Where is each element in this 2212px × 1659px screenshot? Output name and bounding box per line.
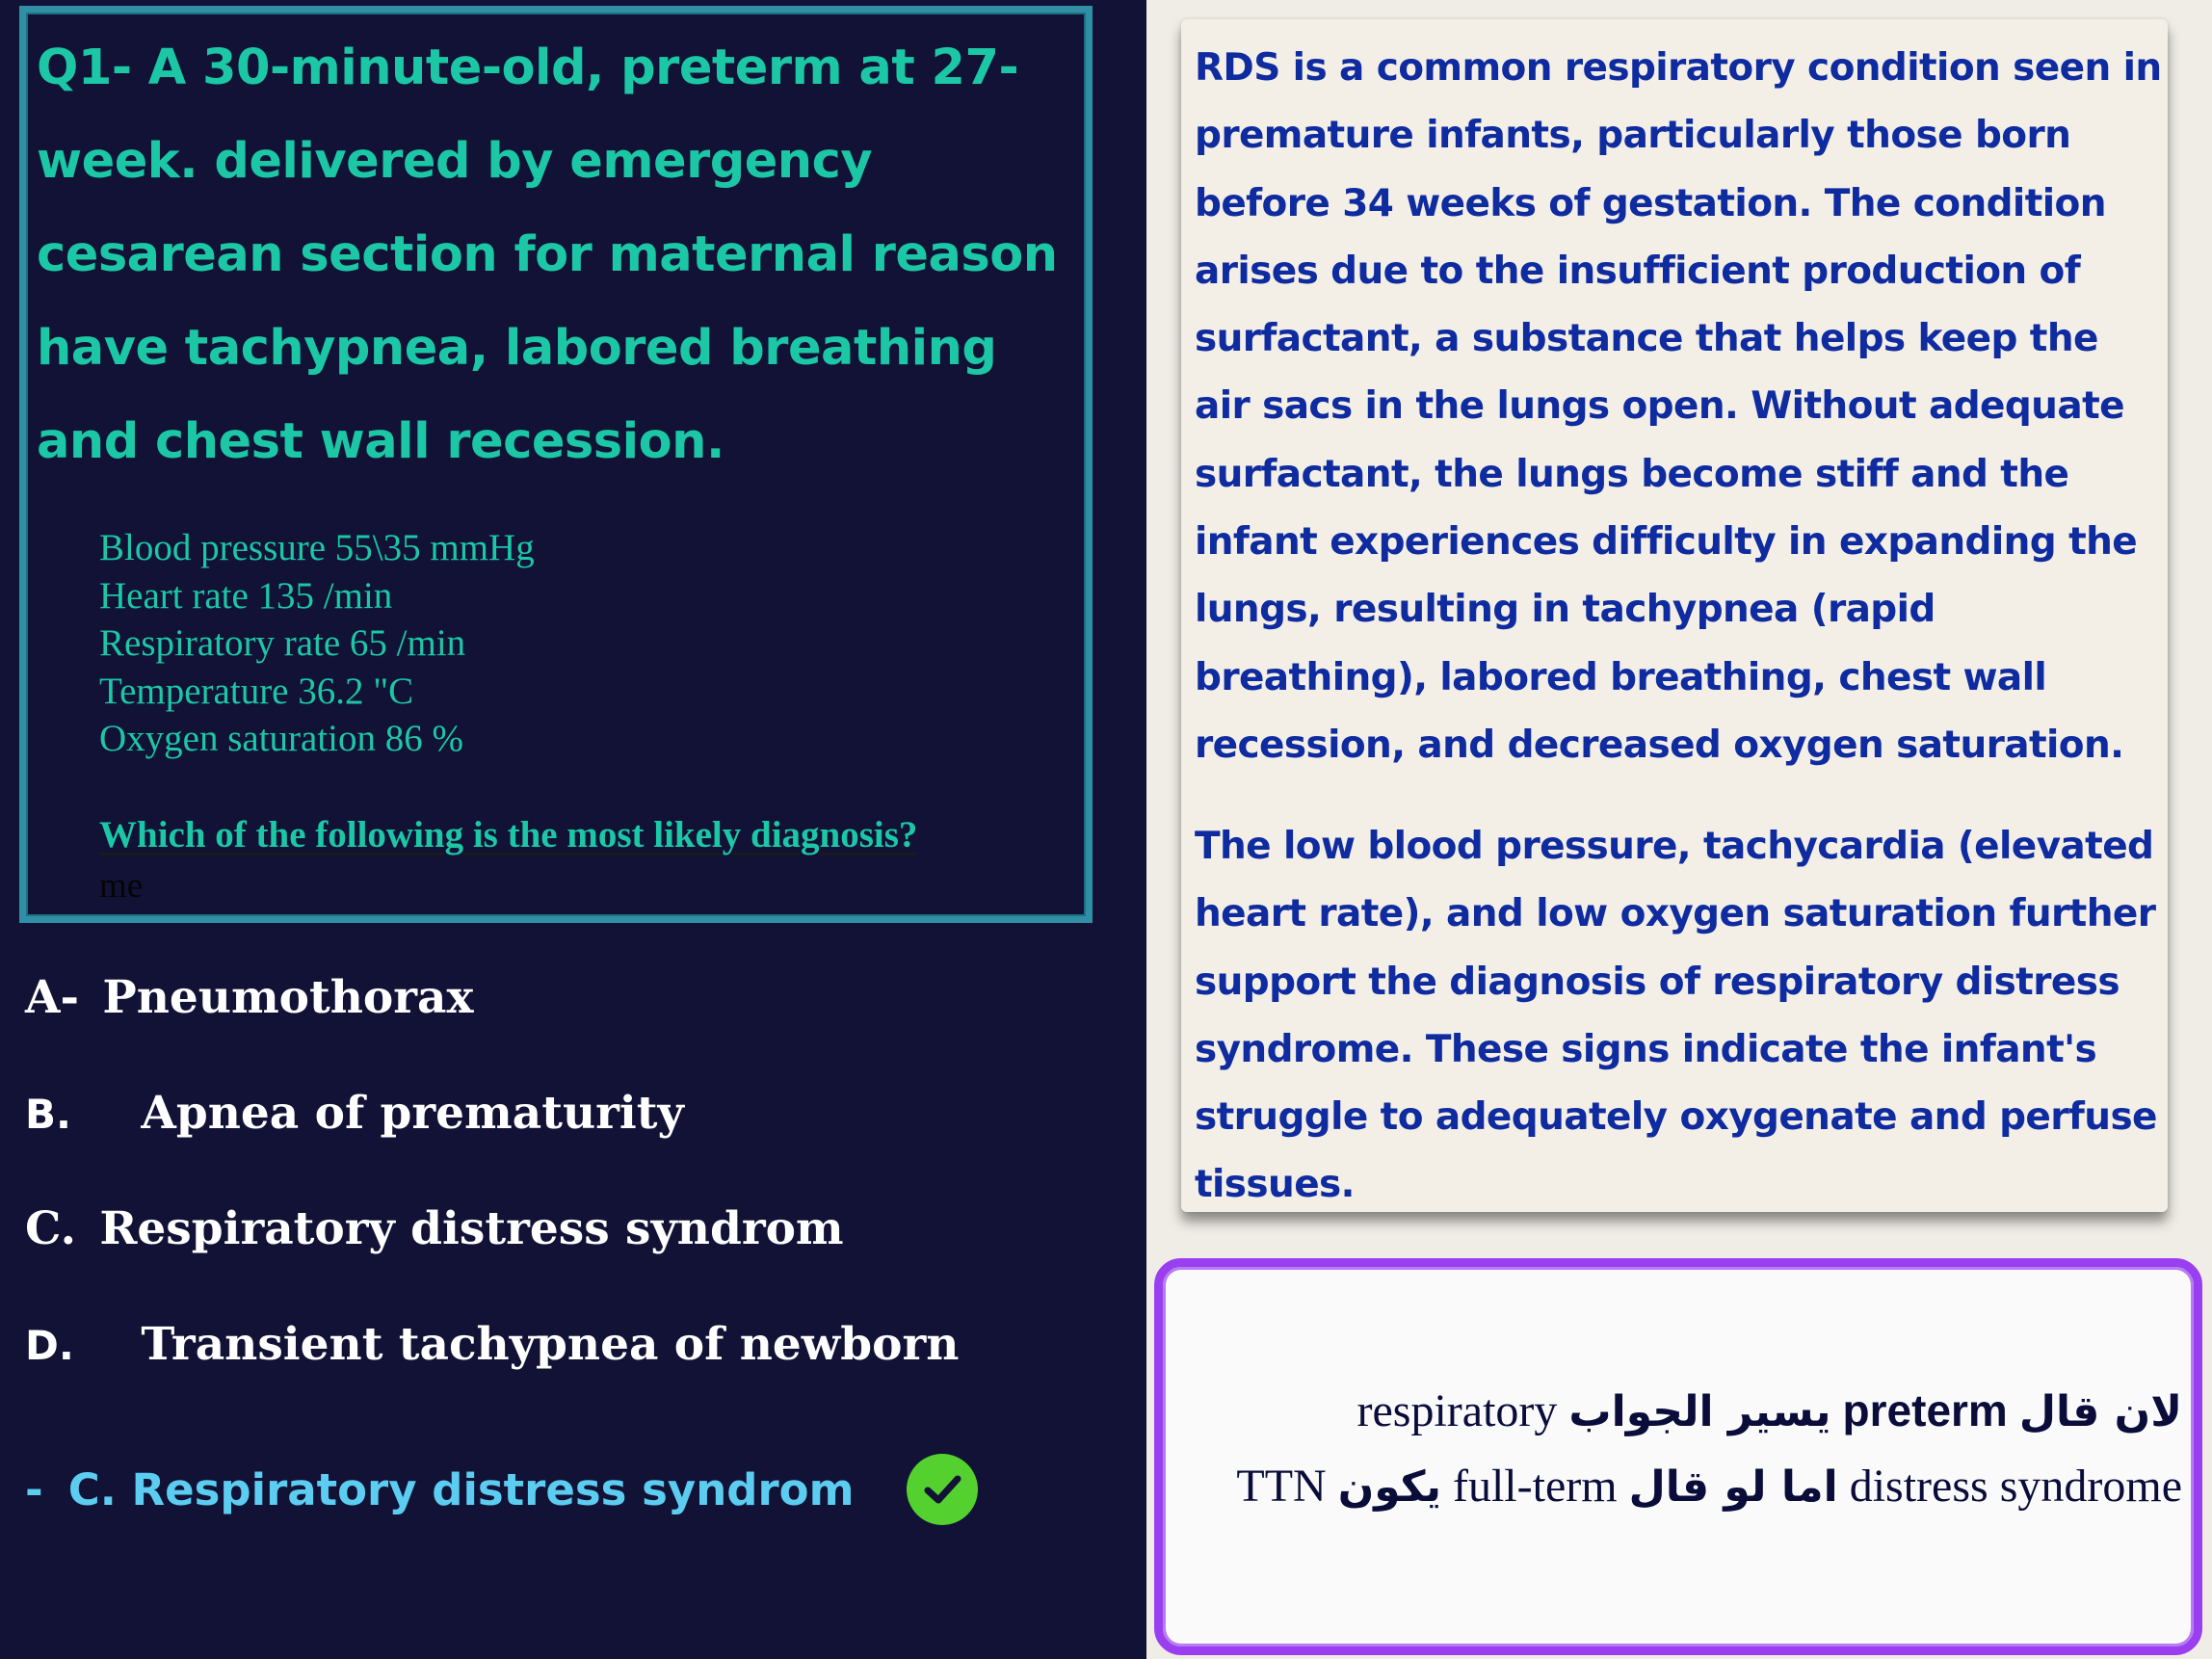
note-line-1: [1356, 1384, 2182, 1437]
note-english: respiratory: [1356, 1385, 1558, 1436]
vital-respiratory-rate: Respiratory rate 65 /min: [99, 622, 466, 664]
option-letter: A-: [25, 971, 79, 1024]
option-text: Pneumothorax: [102, 971, 474, 1024]
note-english: full-term: [1452, 1461, 1618, 1512]
note-english: distress syndrome: [1849, 1461, 2182, 1512]
answer-text: C. Respiratory distress syndrom: [67, 1463, 855, 1515]
option-a[interactable]: [25, 971, 474, 1024]
option-letter: C.: [25, 1202, 76, 1255]
stray-text: me: [99, 866, 144, 906]
note-arabic: لان قال: [2018, 1387, 2182, 1436]
explanation-paragraph-2: The low blood pressure, tachycardia (elevated heart rate), and low oxygen saturation further support the diagnosis of respiratory distress syndrome. These signs indicate the infant's struggle to adequately oxygenate and perfuse tissues.: [1195, 825, 2157, 1207]
question-prompt: Which of the following is the most likely diagnosis?: [99, 814, 918, 856]
explanation-card: [1181, 19, 2168, 1212]
option-text: Respiratory distress syndrom: [99, 1202, 844, 1255]
option-text: Transient tachypnea of newborn: [141, 1318, 960, 1371]
note-line-2: [1236, 1460, 2182, 1513]
option-b[interactable]: [25, 1087, 684, 1140]
note-arabic: اما لو قال: [1628, 1462, 1838, 1512]
note-arabic: يسير الجواب: [1568, 1387, 1831, 1436]
note-box: [1154, 1258, 2202, 1655]
note-english: preterm: [1842, 1385, 2008, 1435]
vital-blood-pressure: Blood pressure 55\35 mmHg: [99, 527, 535, 568]
vital-heart-rate: Heart rate 135 /min: [99, 574, 393, 617]
option-c[interactable]: [25, 1202, 844, 1255]
explanation-paragraph-1: RDS is a common respiratory condition seen in premature infants, particularly those born before 34 weeks of gestation. The condition arises due to the insufficient production of surfactant, a substance that helps keep the air sacs in the lungs open. Without adequate surfactant, the lungs become stiff and the infant experiences difficulty in expanding the lungs, resulting in tachypnea (rapid breathing), labored breathing, chest wall recession, and decreased oxygen saturation.: [1195, 46, 2162, 767]
note-english: TTN: [1236, 1461, 1327, 1512]
option-d[interactable]: [25, 1318, 959, 1371]
answer-dash: -: [25, 1463, 43, 1515]
option-text: Apnea of prematurity: [141, 1087, 684, 1140]
option-letter: D.: [25, 1322, 74, 1369]
vital-oxygen-saturation: Oxygen saturation 86 %: [99, 718, 464, 759]
vital-signs-list: [99, 524, 535, 763]
question-stem: Q1- A 30-minute-old, preterm at 27-week. delivered by emergency cesarean section for maternal reason have tachypnea, labored breathing and chest wall recession.: [37, 40, 1058, 470]
checkmark-icon: [907, 1454, 978, 1525]
correct-answer: [25, 1451, 978, 1528]
option-letter: B.: [25, 1091, 71, 1138]
vital-temperature: Temperature 36.2 "C: [99, 670, 414, 712]
note-arabic: يكون: [1337, 1462, 1441, 1512]
